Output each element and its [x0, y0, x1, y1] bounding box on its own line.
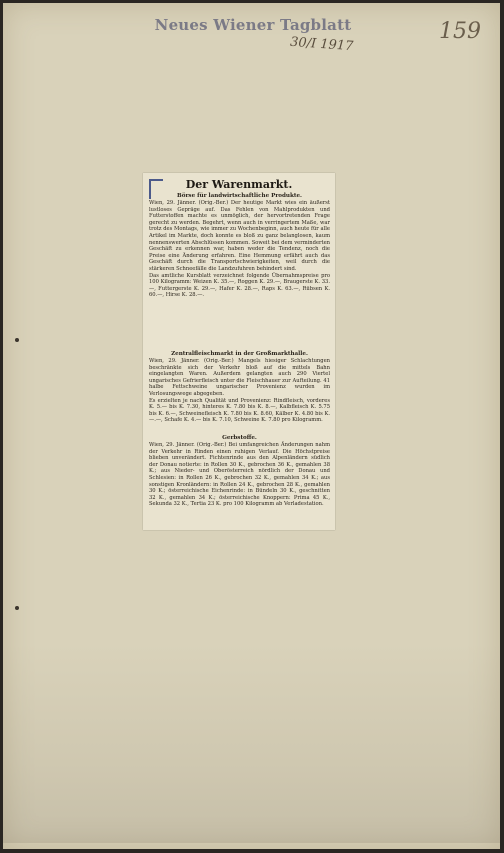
paragraph: Wien, 29. Jänner. (Orig.-Ber.) Der heutige Markt wies ein äußerst lustloses Gepräge auf. Das Fehlen von Mahlprodukten und Futterstoffen machte es unmöglich, der hervortretenden Frage gerecht zu werden. Begehrt, wenn auch in verringertem Maße, war trotz des Montags, wie immer zu Wochenbeginn, auch heute für alle Artikel im Markte, doch konnte es bloß zu ganz belanglosen, kaum nennenswerten Abschlüssen kommen. Soweit bei dem verminderten Geschäft zu erkennen war, haben weder die Tendenz, noch die Preise eine Änderung erfahren. Eine Hemmung erfährt auch das Geschäft durch die Transportschwierigkeiten, weil durch die stärkeren Schneefälle die Landzufuhren behindert sind. [149, 200, 330, 272]
section-heading: Zentralfleischmarkt in der Großmarkthalle. [171, 351, 308, 357]
blue-pencil-mark [149, 179, 163, 199]
section-1 [149, 193, 330, 299]
paragraph: Das amtliche Kursblatt verzeichnet folgende Übernahmspreise pro 100 Kilogramm: Weizen K. 35.—, Roggen K. 29.—, Braugerste K. 33.—, Futtergerste K. 29.—, Hafer K. 28.—, Raps K. 63.—, Rübsen K. 60.—, Hirse K. 28.—. [149, 272, 330, 299]
section-2 [149, 351, 330, 424]
punch-hole-mark [15, 338, 19, 342]
article-headline: Der Warenmarkt. [185, 178, 293, 191]
punch-hole-mark [15, 606, 19, 610]
paragraph: Es erzielten je nach Qualität und Provenienz: Rindfleisch, vorderes K. 5.— bis K. 7.30, hinteres K. 7.80 bis K. 8.—, Kalbfleisch K. 5.75 bis K. 6.—, Schweinefleisch K. 7.80 bis K. 8.60, Kälber K. 4.80 bis K. —.—, Schafe K. 4.— bis K. 7.10, Schweine K. 7.80 pro Kilogramm. [149, 397, 330, 424]
section-heading: Gerbstoffe. [222, 435, 257, 441]
newspaper-clipping [143, 173, 335, 530]
archive-sheet [3, 3, 500, 849]
paper-stain [3, 643, 500, 843]
section-heading: Börse für landwirtschaftliche Produkte. [177, 193, 302, 199]
section-3 [149, 435, 330, 508]
paragraph: Wien, 29. Jänner. (Orig.-Ber.) Bei umfangreichen Änderungen nahm der Verkehr in Rinden einen ruhigen Verlauf. Die Höchstpreise blieben unverändert. Fichtenrinde aus den Alpenländern südlich der Donau notierte: in Rollen 30 K., gebrochen 36 K., gemahlen 38 K.; aus Nieder- und Oberösterreich nördlich der Donau und Schlesien: in Rollen 26 K., gebrochen 32 K., gemahlen 34 K.; aus sonstigen Kronländern: in Rollen 24 K., gebrochen 28 K., gemahlen 30 K.; österreichische Eichenrinde: in Bündeln 30 K., geschnitten 32 K., gemahlen 34 K.; österreichische Knoppern: Prima 45 K., Sekunda 32 K., Tertia 23 K. pro 100 Kilogramm ab Verladestation. [149, 442, 330, 508]
handwritten-date: 30/I 1917 [289, 34, 354, 55]
newspaper-title: Neues Wiener Tagblatt [154, 16, 352, 34]
handwritten-page-number: 159 [439, 19, 481, 44]
paragraph: Wien, 29. Jänner. (Orig.-Ber.) Mangels hiesiger Schlachtungen beschränkte sich der Verkehr bloß auf die mittels Bahn eingelangten Waren. Außerdem gelangten auch 290 Viertel ungarisches Gefrierfleisch unter die Fleischhauer zur Aufteilung. 41 halbe Fettschweine ungarischer Provenienz wurden im Verlosungswege abgegeben. [149, 358, 330, 397]
